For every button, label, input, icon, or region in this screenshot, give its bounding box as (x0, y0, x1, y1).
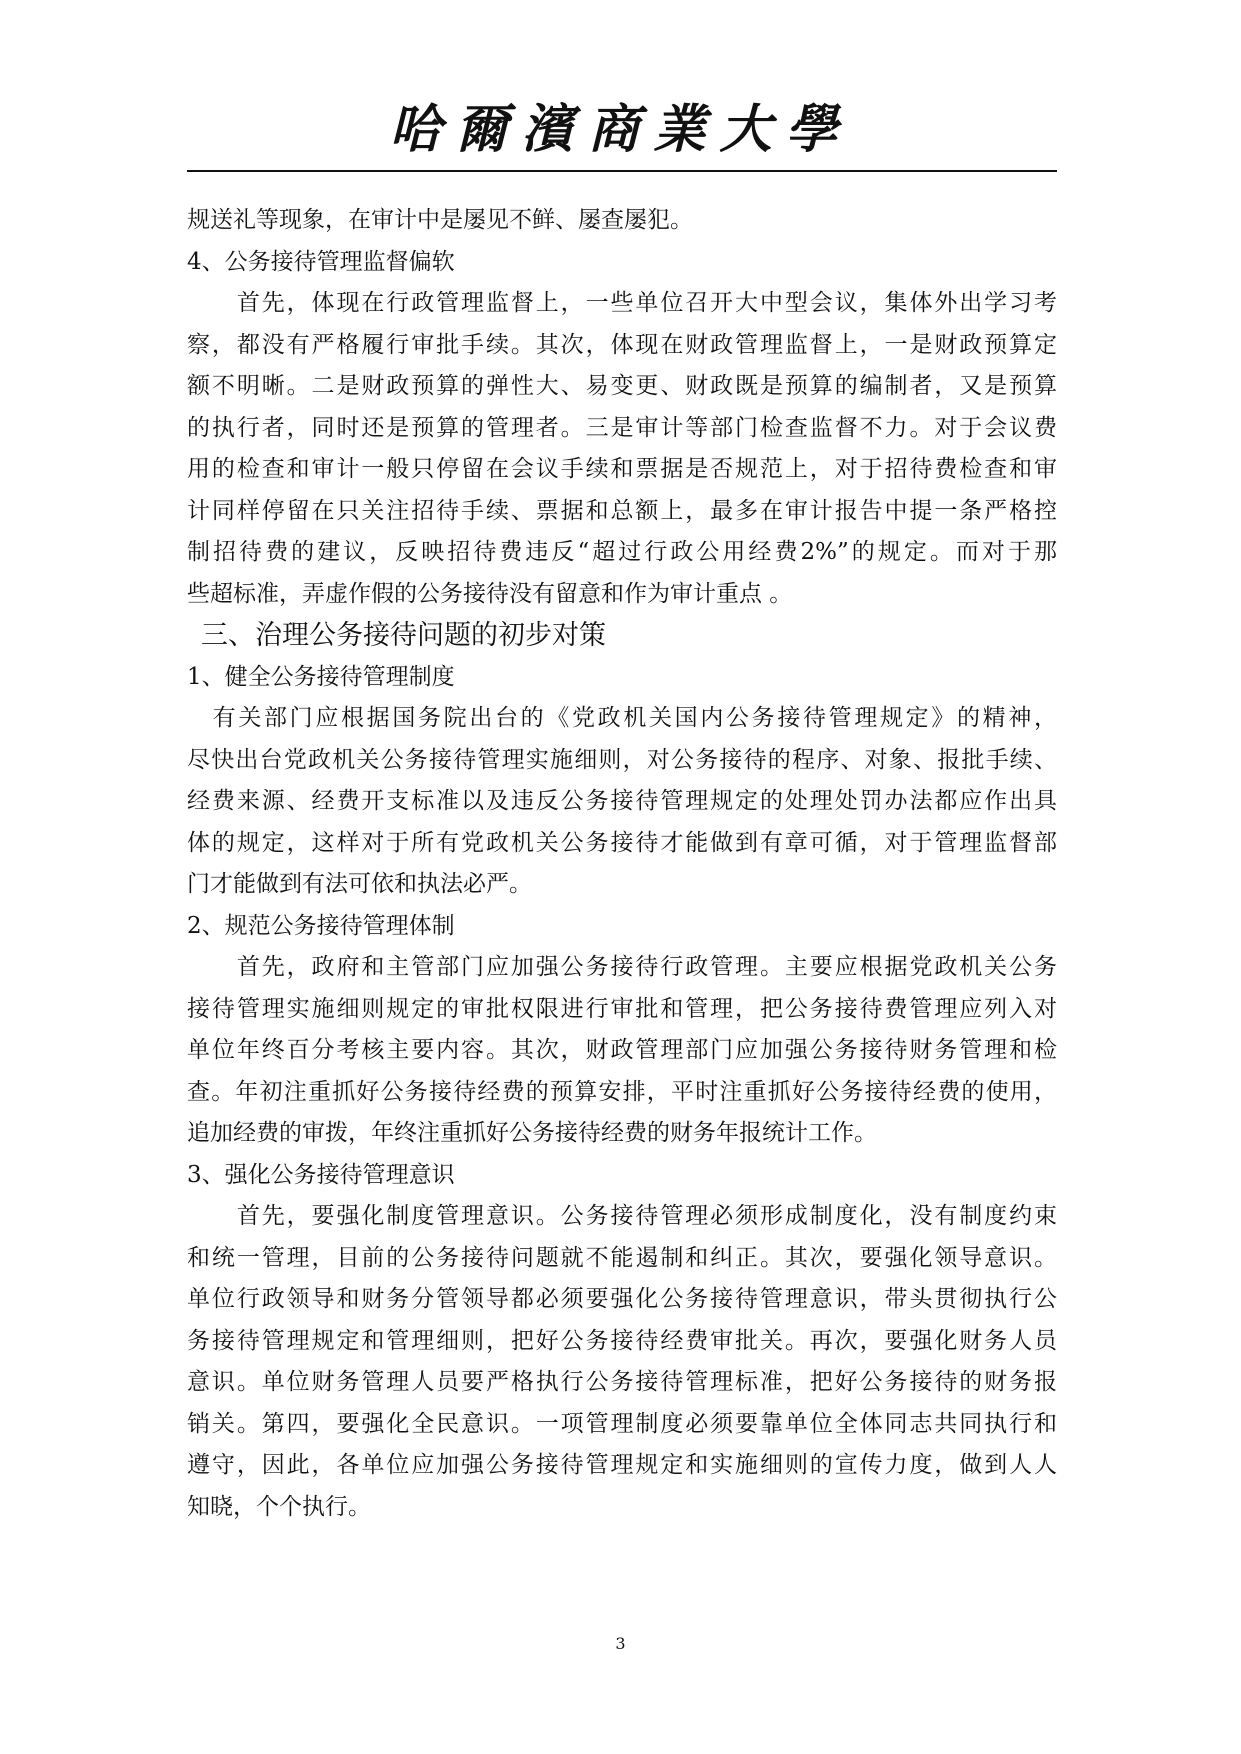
text-line: 3、强化公务接待管理意识 (187, 1161, 455, 1188)
text-line: 首先，体现在行政管理监督上，一些单位召开大中型会议，集体外出学习考 (187, 290, 1057, 316)
text-line: 1、健全公务接待管理制度 (187, 663, 455, 690)
text-line: 尽快出台党政机关公务接待管理实施细则，对公务接待的程序、对象、报批手续、 (187, 746, 1057, 773)
text-line: 和统一管理，目前的公务接待问题就不能遏制和纠正。其次，要强化领导意识。 (187, 1244, 1057, 1271)
text-line: 用的检查和审计一般只停留在会议手续和票据是否规范上，对于招待费检查和审 (187, 456, 1057, 482)
text-line: 制招待费的建议，反映招待费违反“超过行政公用经费2%”的规定。而对于那 (187, 539, 1057, 565)
text-line: 体的规定，这样对于所有党政机关公务接待才能做到有章可循，对于管理监督部 (187, 829, 1057, 856)
text-line: 单位行政领导和财务分管领导都必须要强化公务接待管理意识，带头贯彻执行公 (187, 1286, 1057, 1312)
text-line: 计同样停留在只关注招待手续、票据和总额上，最多在审计报告中提一条严格控 (187, 497, 1057, 524)
text-line: 意识。单位财务管理人员要严格执行公务接待管理标准，把好公务接待的财务报 (187, 1369, 1057, 1395)
body-text (187, 200, 1057, 1528)
university-header-title: 哈爾濱商業大學 (389, 99, 852, 160)
text-line: 知晓，个个执行。 (187, 1493, 371, 1520)
text-line: 查。年初注重抓好公务接待经费的预算安排，平时注重抓好公务接待经费的使用， (187, 1078, 1057, 1105)
section-heading: 三、治理公务接待问题的初步对策 (201, 620, 606, 651)
text-line: 务接待管理规定和管理细则，把好公务接待经费审批关。再次，要强化财务人员 (187, 1327, 1057, 1354)
text-line: 单位年终百分考核主要内容。其次，财政管理部门应加强公务接待财务管理和检 (187, 1037, 1057, 1063)
text-line: 察，都没有严格履行审批手续。其次，体现在财政管理监督上，一是财政预算定 (187, 331, 1057, 358)
header-divider (187, 170, 1057, 172)
text-line: 经费来源、经费开支标准以及违反公务接待管理规定的处理处罚办法都应作出具 (187, 788, 1057, 814)
text-line: 些超标准，弄虚作假的公务接待没有留意和作为审计重点 。 (187, 580, 793, 607)
text-line: 有关部门应根据国务院出台的《党政机关国内公务接待管理规定》的精神， (187, 705, 1057, 731)
page-number: 3 (615, 1634, 626, 1653)
text-line: 4、公务接待管理监督偏软 (187, 248, 455, 275)
text-line: 接待管理实施细则规定的审批权限进行审批和管理，把公务接待费管理应列入对 (187, 995, 1057, 1022)
text-line: 追加经费的审拨，年终注重抓好公务接待经费的财务年报统计工作。 (187, 1120, 877, 1146)
text-line: 规送礼等现象，在审计中是屡见不鲜、屡查屡犯。 (187, 207, 693, 233)
text-line: 额不明晰。二是财政预算的弹性大、易变更、财政既是预算的编制者，又是预算 (187, 373, 1057, 399)
text-line: 首先，政府和主管部门应加强公务接待行政管理。主要应根据党政机关公务 (187, 954, 1057, 980)
text-line: 遵守，因此，各单位应加强公务接待管理规定和实施细则的宣传力度，做到人人 (187, 1452, 1057, 1478)
text-line: 门才能做到有法可依和执法必严。 (187, 871, 532, 897)
text-line: 销关。第四，要强化全民意识。一项管理制度必须要靠单位全体同志共同执行和 (187, 1410, 1057, 1437)
text-line: 2、规范公务接待管理体制 (187, 912, 455, 939)
text-line: 的执行者，同时还是预算的管理者。三是审计等部门检查监督不力。对于会议费 (187, 414, 1057, 441)
text-line: 首先，要强化制度管理意识。公务接待管理必须形成制度化，没有制度约束 (187, 1203, 1057, 1229)
